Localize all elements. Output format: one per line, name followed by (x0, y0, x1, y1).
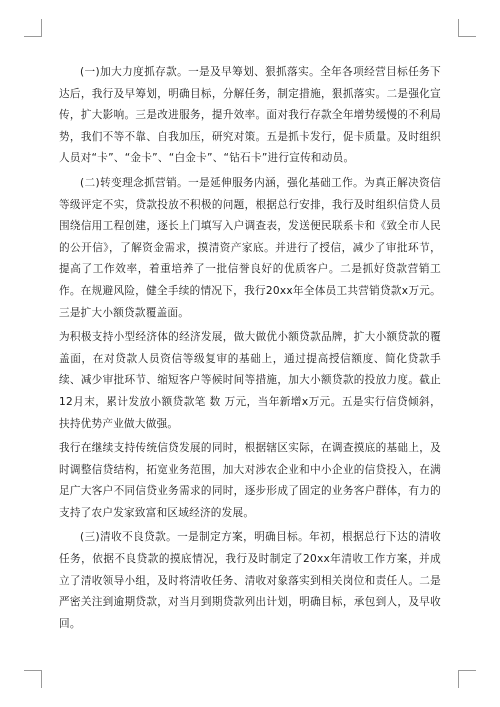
document-body (59, 62, 441, 638)
crop-mark-bottom-right-vertical (458, 670, 459, 688)
paragraph-deposits: (一)加大力度抓存款。一是及早筹划、狠抓落实。全年各项经营目标任务下达后，我行及早筹划，明确目标，分解任务，制定措施，狠抓落实。二是强化宣传，扩大影响。三是改进服务，提升效率。面对我行存款全年增势缓慢的不利局势，我们不等不靠、自我加压，研究对策。五是抓卡发行，促卡质量。及时组织人员对“卡”、“金卡”、“白金卡”、“钻石卡”进行宣传和动员。 (59, 66, 441, 165)
paragraph-microloans: 为积极支持小型经济体的经济发展，做大做优小额贷款品牌，扩大小额贷款的覆盖面，在对贷款人员资信等级复审的基础上，通过提高授信额度、简化贷款手续、减少审批环节、缩短客户等候时间等措施，加大小额贷款的投放力度。截止12月末，累计发放小额贷款笔 数 万元，当年新增x万元。五是实行信贷倾斜，扶持优势产业做大做强。 (59, 331, 441, 430)
crop-mark-top-right-vertical (458, 19, 459, 37)
crop-mark-bottom-left-horizontal (24, 670, 42, 671)
crop-mark-top-left-vertical (41, 19, 42, 37)
crop-mark-bottom-left-vertical (41, 670, 42, 688)
paragraph-credit-structure: 我行在继续支持传统信贷发展的同时，根据辖区实际，在调查摸底的基础上，及时调整信贷结构，拓宽业务范围，加大对涉农企业和中小企业的信贷投入，在满足广大客户不同信贷业务需求的同时，逐步形成了固定的业务客户群体，有力的支持了农户发家致富和区域经济的发展。 (59, 442, 441, 519)
crop-mark-top-left-horizontal (24, 36, 42, 37)
paragraph-bad-loans: (三)清收不良贷款。一是制定方案，明确目标。年初，根据总行下达的清收任务，依据不良贷款的摸底情况，我行及时制定了20xx年清收工作方案，并成立了清收领导小组，及时将清收任务、清收对象落实到相关岗位和责任人。二是严密关注到逾期贷款，对当月到期贷款列出计划，明确目标，承包到人，及早收回。 (59, 531, 441, 630)
crop-mark-bottom-right-horizontal (458, 670, 476, 671)
crop-mark-top-right-horizontal (458, 36, 476, 37)
paragraph-marketing: (二)转变理念抓营销。一是延伸服务内涵，强化基础工作。为真正解决资信等级评定不实，贷款投放不积极的问题，根据总行安排，我行及时组织信贷人员围绕信用工程创建，逐长上门填写入户调查表，发送便民联系卡和《致全市人民的公开信》，了解资金需求，摸清资产家底。并进行了授信，减少了审批环节，提高了工作效率，着重培养了一批信誉良好的优质客户。二是抓好贷款营销工作。在规避风险，健全手续的情况下，我行20xx年全体员工共营销贷款x万元。三是扩大小额贷款覆盖面。 (59, 176, 441, 319)
